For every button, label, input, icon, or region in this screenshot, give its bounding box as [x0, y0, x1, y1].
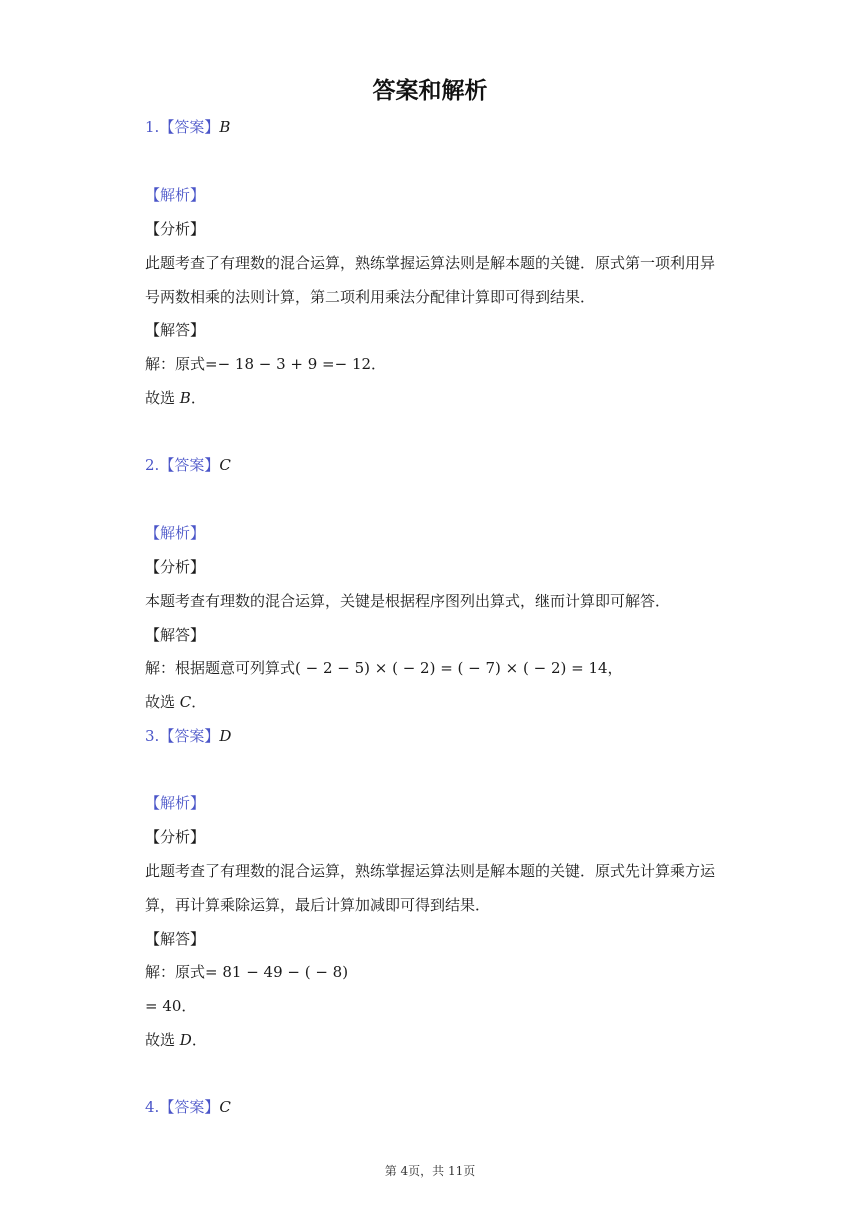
q3-number: 3.	[145, 727, 160, 745]
q2-choose-prefix: 故选	[145, 693, 176, 711]
q3-analysis-line-2: 算，再计算乘除运算，最后计算加减即可得到结果．	[145, 896, 491, 914]
q2-fenxi-label: 【分析】	[145, 558, 206, 576]
page-footer: 第 4页，共 11页	[384, 1164, 476, 1178]
q1-solution-line-1: 解：原式=− 18 − 3 + 9 =− 12．	[145, 355, 387, 373]
q3-choose-line	[145, 1030, 207, 1050]
q3-jieda-label: 【解答】	[145, 930, 206, 948]
q3-analysis-line-1: 此题考查了有理数的混合运算，熟练掌握运算法则是解本题的关键．原式先计算乘方运	[145, 862, 716, 880]
q1-jiexi-label: 【解析】	[145, 186, 206, 204]
q1-answer-line	[145, 117, 230, 137]
q4-answer-value: C	[219, 1098, 231, 1116]
q1-choose-suffix: ．	[190, 389, 206, 407]
q4-answer-line	[145, 1097, 231, 1117]
q2-choose-line	[145, 692, 206, 712]
q2-analysis-line-1: 本题考查有理数的混合运算，关键是根据程序图列出算式，继而计算即可解答．	[145, 592, 671, 610]
q3-choose-value: D	[179, 1031, 192, 1049]
q1-answer-label: 【答案】	[159, 118, 220, 136]
q1-fenxi-label: 【分析】	[145, 220, 206, 238]
q3-answer-label: 【答案】	[159, 727, 220, 745]
q2-number: 2.	[145, 456, 160, 474]
q1-choose-prefix: 故选	[145, 389, 176, 407]
page-title: 答案和解析	[372, 78, 488, 104]
q1-analysis-line-1: 此题考查了有理数的混合运算，熟练掌握运算法则是解本题的关键．原式第一项利用异	[145, 254, 716, 272]
q1-jieda-label: 【解答】	[145, 321, 206, 339]
q2-answer-value: C	[219, 456, 231, 474]
q2-answer-line	[145, 455, 231, 475]
q2-jiexi-label: 【解析】	[145, 524, 206, 542]
q3-jiexi-label: 【解析】	[145, 794, 206, 812]
q2-answer-label: 【答案】	[159, 456, 220, 474]
q1-answer-value: B	[219, 118, 231, 136]
q3-answer-line	[145, 726, 231, 746]
q3-solution-line-1: 解：原式= 81 − 49 − ( − 8)	[145, 963, 349, 981]
q2-jieda-label: 【解答】	[145, 626, 206, 644]
q1-choose-line	[145, 388, 206, 408]
q1-analysis-line-2: 号两数相乘的法则计算，第二项利用乘法分配律计算即可得到结果．	[145, 288, 596, 306]
q1-choose-value: B	[179, 389, 191, 407]
q3-answer-value: D	[219, 727, 232, 745]
q4-answer-label: 【答案】	[159, 1098, 220, 1116]
q2-solution-line-1: 解：根据题意可列算式( − 2 − 5) × ( − 2) = ( − 7) × ( − 2) = 14，	[145, 659, 623, 677]
q1-number: 1.	[145, 118, 160, 136]
q3-choose-suffix: ．	[191, 1031, 207, 1049]
q3-fenxi-label: 【分析】	[145, 828, 206, 846]
q2-choose-suffix: ．	[191, 693, 207, 711]
q2-choose-value: C	[179, 693, 192, 711]
q4-number: 4.	[145, 1098, 160, 1116]
q3-solution-line-2: = 40．	[145, 997, 197, 1015]
q3-choose-prefix: 故选	[145, 1031, 176, 1049]
